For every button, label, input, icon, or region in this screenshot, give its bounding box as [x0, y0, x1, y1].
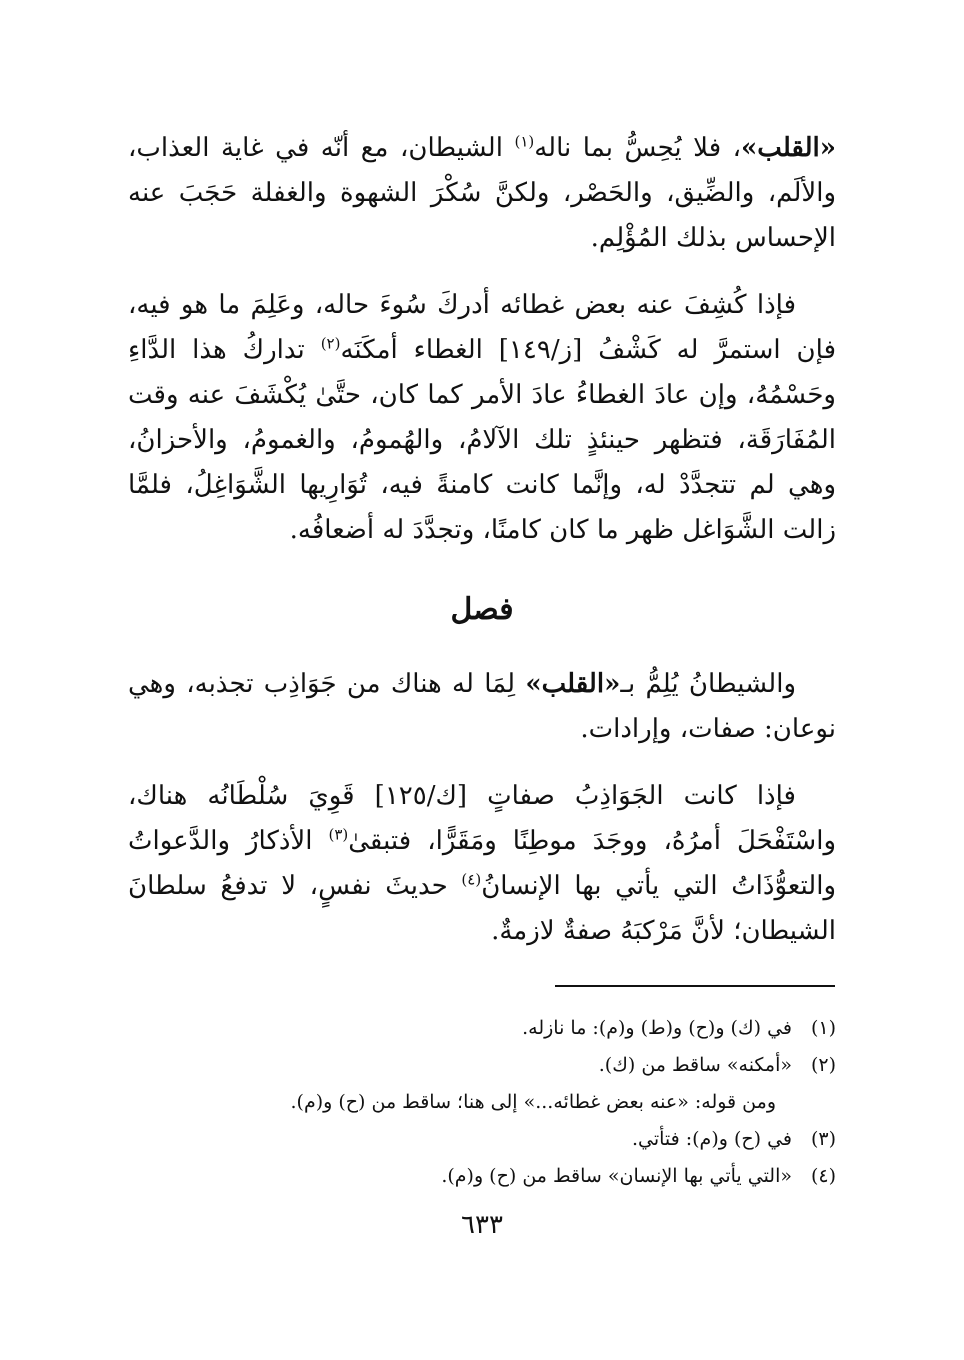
footnote-ref-4: (٤) [461, 870, 482, 889]
footnote-ref-1: (١) [514, 132, 535, 151]
paragraph-text: فإذا كانت الجَوَاذِبُ صفاتٍ [ك/١٢٥] قَوِيَ سُلْطَانُه هناك، واسْتَفْحَلَ أمرُهُ، ووجَدَ موطِنًا ومَقَرًّا، فتبقىٰ [128, 781, 836, 856]
footnote-text: «التي يأتي بها الإنسان» ساقط من (ح) و(م). [441, 1165, 792, 1187]
footnote-text: في (ح) و(م): فتأتي. [631, 1128, 792, 1150]
paragraph-text: الأذكارُ والدَّعواتُ والتعوُّذَاتُ التي يأتي بها الإنسانُ [128, 826, 836, 901]
footnote-text: «أمكنه» ساقط من (ك). [598, 1054, 792, 1076]
footnote-1 [180, 1010, 836, 1047]
footnote-number: (٣) [810, 1128, 836, 1150]
footnote-4 [180, 1158, 836, 1195]
paragraph-2 [128, 283, 836, 553]
paragraph-text: والشيطانُ يُلِمُّ بـ [620, 669, 797, 699]
paragraph-text: ، فلا يُحِسُّ بما ناله [534, 133, 742, 163]
paragraph-3 [128, 662, 836, 752]
footnote-2 [180, 1047, 836, 1084]
page-number: ٦٣٣ [461, 1210, 503, 1240]
paragraph-text: الشيطان، مع أنّه في غاية العذاب، والألَم، والضِّيق، والحَصْر، ولكنَّ سُكْرَ الشهوة والغفلة حَجَبَ عنه الإحساس بذلك المُؤْلِم. [128, 133, 836, 253]
quoted-term: «القلب» [741, 133, 836, 163]
footnote-3 [180, 1121, 836, 1158]
footnotes [180, 1010, 836, 1195]
footnote-separator [555, 985, 835, 987]
footnote-text: ومن قوله: «عنه بعض غطائه...» إلى هنا؛ ساقط من (ح) و(م). [290, 1091, 776, 1113]
footnote-number: (١) [810, 1017, 836, 1039]
paragraph-text: تداركُ هذا الدَّاءِ وحَسْمُهُ، وإن عادَ الغطاءُ عادَ الأمر كما كان، حتَّىٰ يُكْشَفَ عنه وقت المُفَارَقَة، فتظهر حينئذٍ تلك الآلامُ، والهُمومُ، والغمومُ، والأحزانُ، وهي لم تتجدَّدْ له، وإنَّما كانت كامنةً فيه، تُوَارِيها الشَّوَاغِلُ، فلمَّا زالت الشَّوَاغل ظهر ما كان كامنًا، وتجدَّدَ له أضعافُه. [128, 335, 836, 545]
paragraph-text: لِمَا له هناك من جَوَاذِب تجذبه، وهي نوعان: صفات، وإرادات. [128, 669, 836, 744]
paragraph-text: حديثَ نفسٍ، لا تدفعُ سلطانَ الشيطان؛ لأنَّ مَرْكبَهُ صفةٌ لازمةٌ. [128, 871, 836, 946]
paragraph-1 [128, 126, 836, 261]
footnote-ref-3: (٣) [328, 825, 349, 844]
footnote-ref-2: (٢) [320, 334, 341, 353]
section-heading: فصل [450, 592, 514, 627]
footnote-2-continuation [180, 1084, 836, 1121]
footnote-text: في (ك) و(ح) و(ط) و(م): ما نازله. [522, 1017, 792, 1039]
paragraph-4 [128, 774, 836, 954]
paragraph-text: فإذا كُشِفَ عنه بعض غطائه أدركَ سُوءَ حاله، وعَلِمَ ما هو فيه، فإن استمرَّ له كَشْفُ [ز/١٤٩] الغطاء أمكَنَه [128, 290, 836, 365]
footnote-number: (٢) [810, 1054, 836, 1076]
quoted-term: «القلب» [525, 669, 621, 699]
main-text [128, 126, 836, 954]
footnote-number: (٤) [810, 1165, 836, 1187]
